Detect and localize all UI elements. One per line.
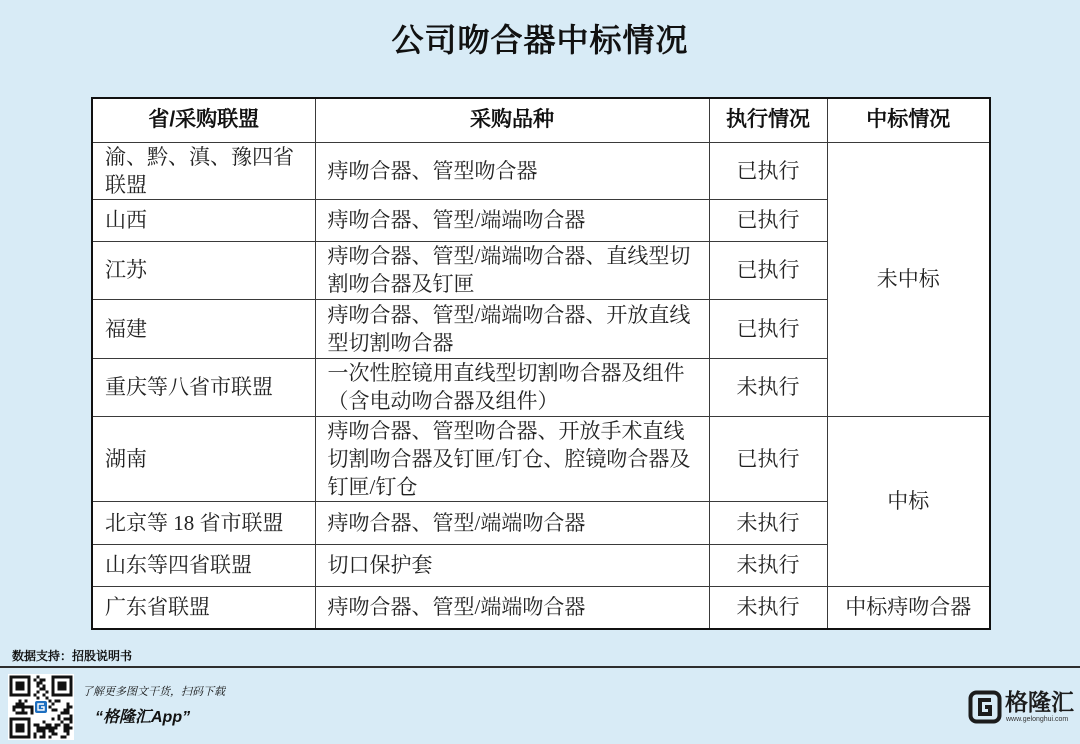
qr-code-icon	[8, 674, 74, 740]
cell-bid-result-group-2: 中标	[827, 416, 990, 586]
footer-divider	[0, 666, 1080, 668]
cell-execution: 已执行	[709, 199, 827, 241]
header-execution: 执行情况	[709, 98, 827, 142]
table-row	[92, 142, 990, 199]
bid-table	[91, 97, 991, 630]
logo-name: 格隆汇	[1005, 689, 1074, 715]
cell-execution: 已执行	[709, 241, 827, 299]
cell-bid-result-group-3: 中标痔吻合器	[827, 586, 990, 629]
cell-bid-result-group-1: 未中标	[827, 142, 990, 416]
cell-execution: 已执行	[709, 416, 827, 501]
table-row	[92, 416, 990, 501]
cell-alliance: 福建	[92, 299, 315, 358]
header-alliance: 省/采购联盟	[92, 98, 315, 142]
logo-url: www.gelonghui.com	[1006, 716, 1069, 723]
cell-alliance: 山西	[92, 199, 315, 241]
cell-products: 痔吻合器、管型吻合器	[315, 142, 709, 199]
cell-alliance: 重庆等八省市联盟	[92, 358, 315, 416]
cell-alliance: 江苏	[92, 241, 315, 299]
cell-products: 痔吻合器、管型/端端吻合器	[315, 501, 709, 544]
cell-execution: 未执行	[709, 586, 827, 629]
brand-logo	[968, 688, 1076, 728]
cell-execution: 已执行	[709, 142, 827, 199]
table-row	[92, 586, 990, 629]
table-header-row	[92, 98, 990, 142]
header-products: 采购品种	[315, 98, 709, 142]
cell-products: 痔吻合器、管型/端端吻合器、开放直线型切割吻合器	[315, 299, 709, 358]
promo-text: 了解更多图文干货，扫码下载	[82, 686, 225, 698]
g-logo-icon	[968, 690, 1002, 724]
header-bid-result: 中标情况	[827, 98, 990, 142]
cell-execution: 已执行	[709, 299, 827, 358]
app-name: “格隆汇App”	[95, 709, 191, 726]
cell-alliance: 湖南	[92, 416, 315, 501]
cell-alliance: 广东省联盟	[92, 586, 315, 629]
cell-products: 切口保护套	[315, 544, 709, 586]
cell-alliance: 渝、黔、滇、豫四省联盟	[92, 142, 315, 199]
cell-execution: 未执行	[709, 501, 827, 544]
cell-products: 痔吻合器、管型/端端吻合器、直线型切割吻合器及钉匣	[315, 241, 709, 299]
page-title: 公司吻合器中标情况	[391, 22, 689, 58]
cell-products: 痔吻合器、管型/端端吻合器	[315, 586, 709, 629]
cell-products: 痔吻合器、管型吻合器、开放手术直线切割吻合器及钉匣/钉仓、腔镜吻合器及钉匣/钉仓	[315, 416, 709, 501]
cell-products: 一次性腔镜用直线型切割吻合器及组件（含电动吻合器及组件）	[315, 358, 709, 416]
cell-products: 痔吻合器、管型/端端吻合器	[315, 199, 709, 241]
cell-alliance: 山东等四省联盟	[92, 544, 315, 586]
cell-alliance: 北京等 18 省市联盟	[92, 501, 315, 544]
source-note: 数据支持：招股说明书	[12, 649, 133, 663]
cell-execution: 未执行	[709, 358, 827, 416]
cell-execution: 未执行	[709, 544, 827, 586]
